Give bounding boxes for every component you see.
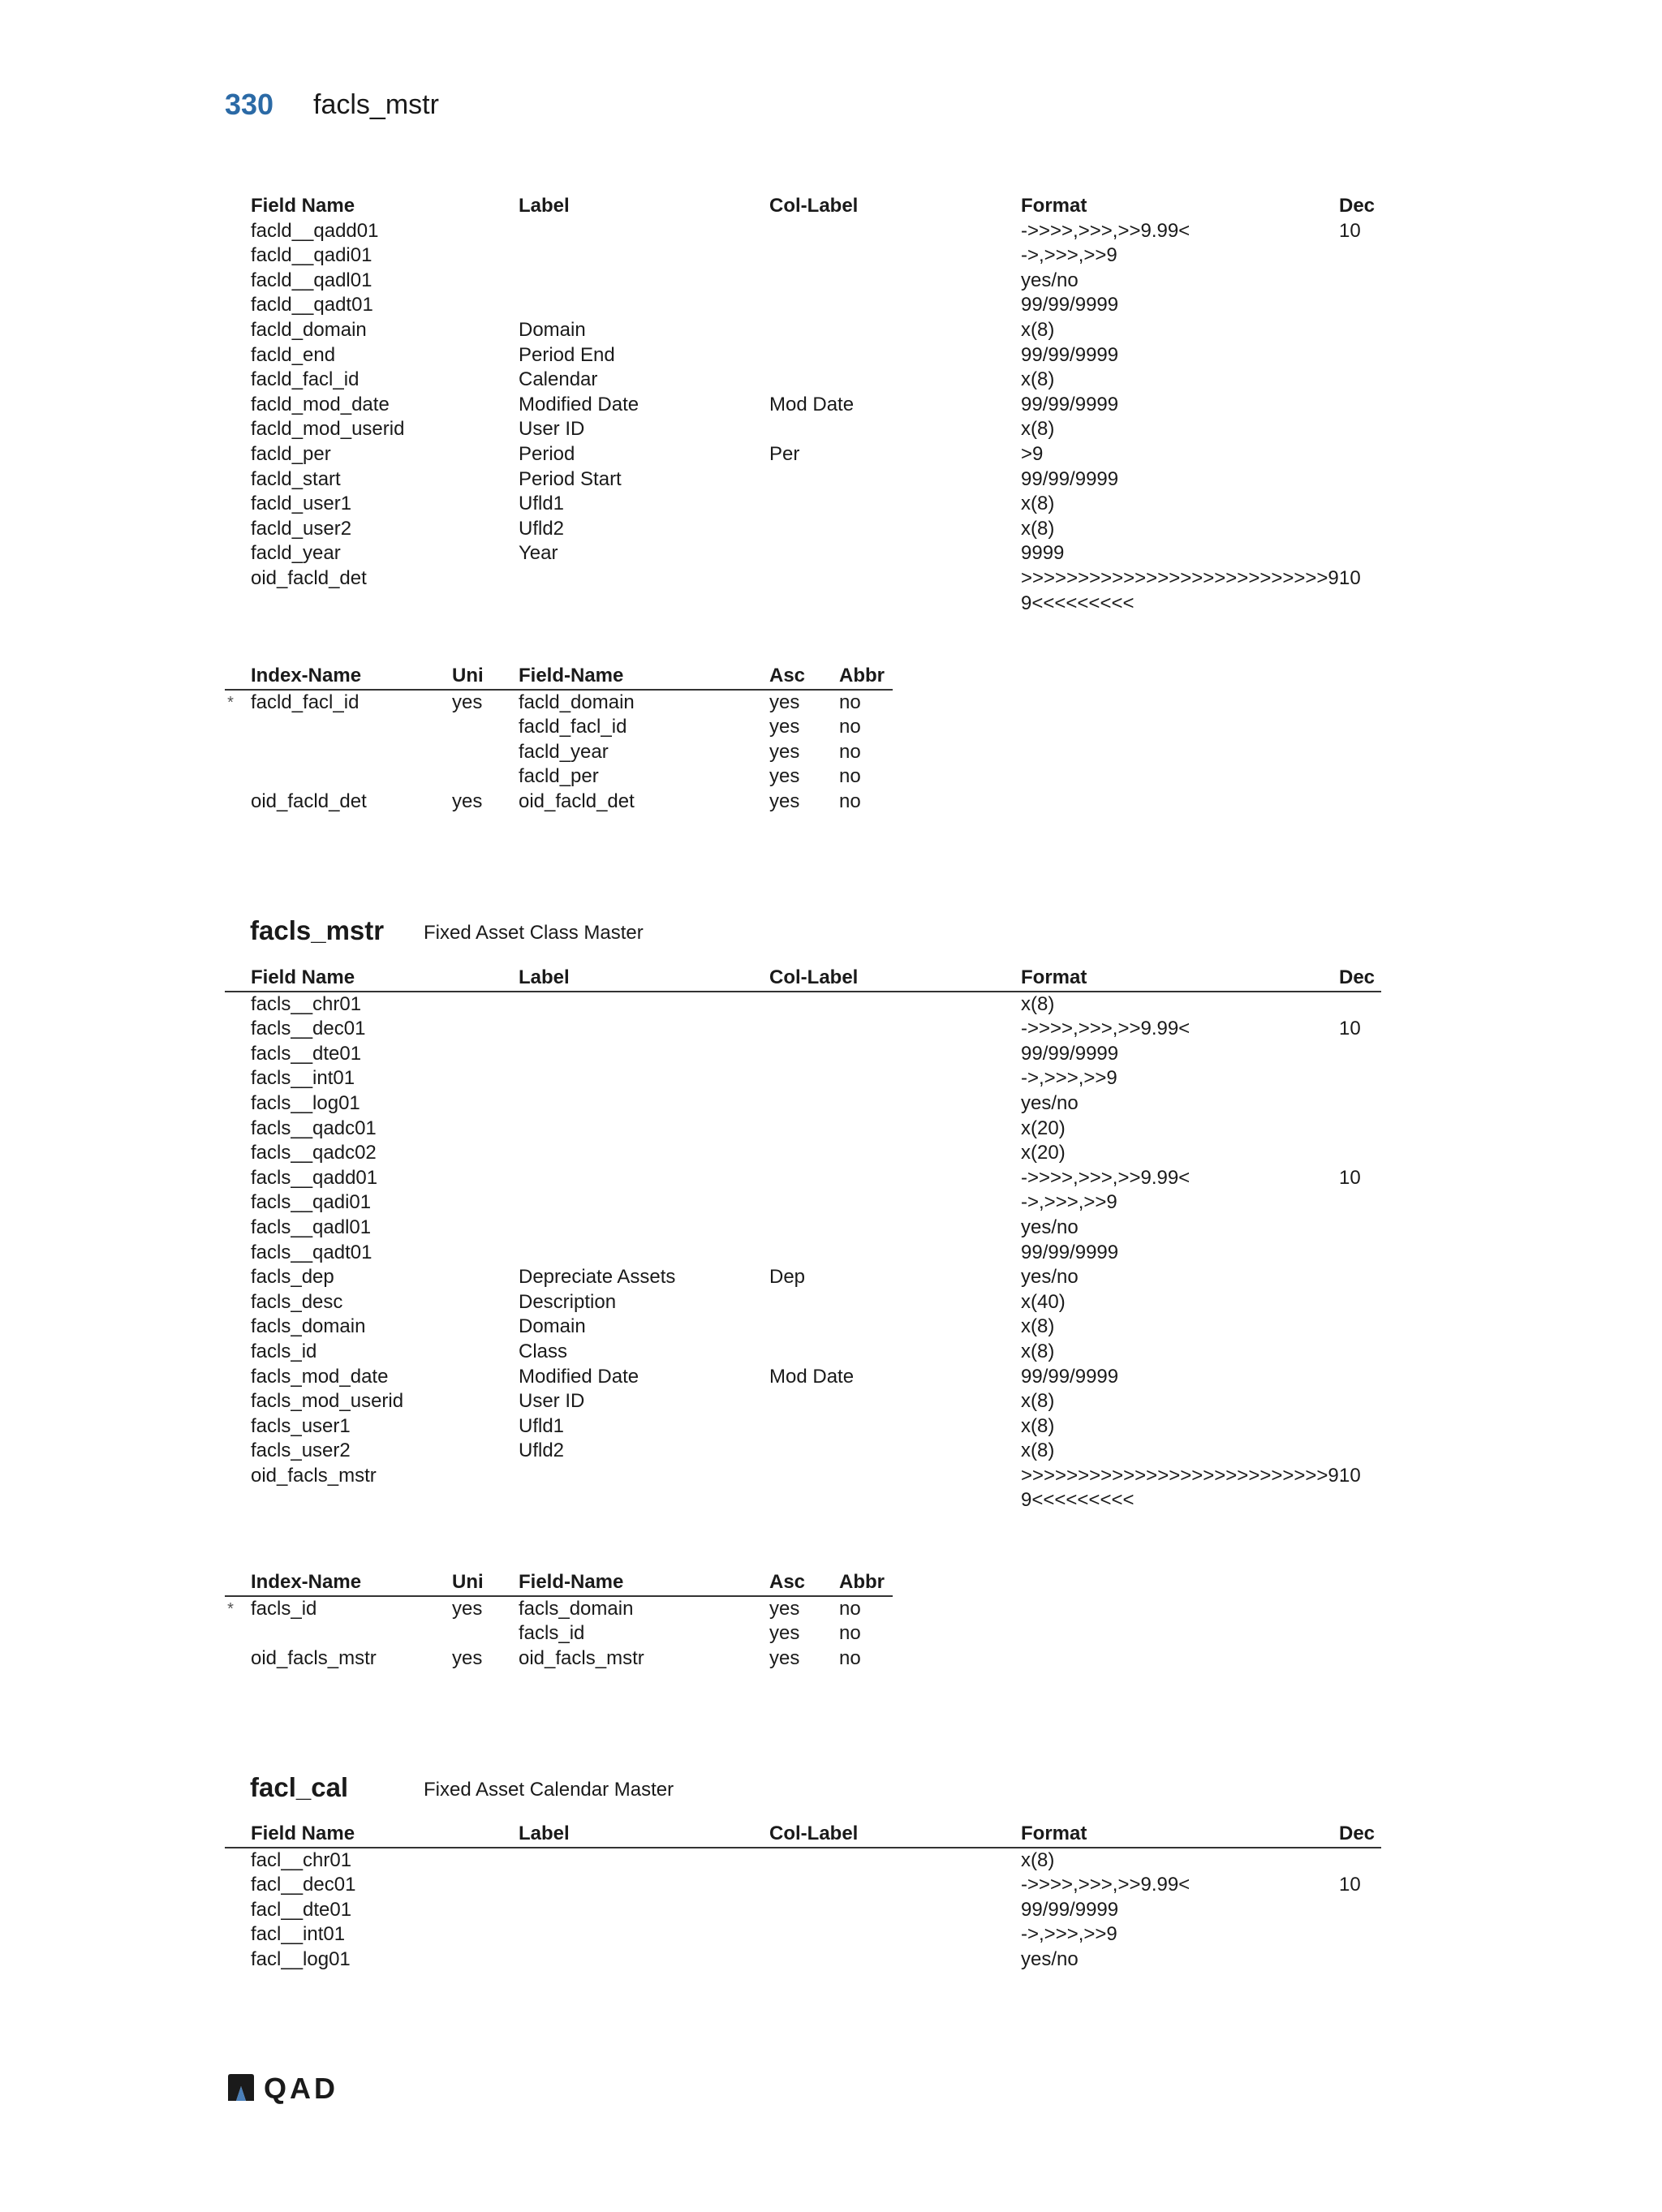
dec-header: Dec: [1339, 966, 1376, 988]
logo-text: QAD: [264, 2072, 338, 2105]
field-label: Ufld2: [519, 517, 565, 540]
index-row: [225, 715, 893, 740]
field-format: >9: [1021, 442, 1044, 465]
field-label: Period: [519, 442, 575, 465]
field-row: [225, 1947, 1381, 1973]
field-format: x(20): [1021, 1142, 1066, 1164]
field-table-header: [225, 1822, 1381, 1848]
index-ascending: yes: [769, 790, 800, 812]
field-format: ->>>>,>>>,>>9.99<: [1021, 1166, 1191, 1189]
field-row: [225, 219, 1381, 244]
field-format: 99/99/9999: [1021, 343, 1119, 366]
index-row: [225, 1621, 893, 1646]
field-name: facld_facl_id: [251, 368, 360, 391]
index-row: [225, 790, 893, 815]
field-name: oid_facls_mstr: [251, 1464, 377, 1487]
index-abbreviated: no: [839, 1622, 861, 1645]
field-name: facls_mod_userid: [251, 1390, 404, 1413]
index-ascending: yes: [769, 1597, 800, 1620]
field-format: x(8): [1021, 493, 1055, 515]
field-name: facld__qadl01: [251, 269, 372, 291]
field-row: [225, 1848, 1381, 1874]
field-format: x(8): [1021, 1440, 1055, 1462]
field-row: [225, 1265, 1381, 1290]
field-format: yes/no: [1021, 1091, 1079, 1114]
index-name-header: Index-Name: [251, 1571, 362, 1593]
field-row: [225, 1017, 1381, 1042]
format-header: Format: [1021, 195, 1087, 217]
index-field-name: facld_facl_id: [519, 716, 627, 738]
index-table-header: [225, 1570, 893, 1597]
field-name: facl__chr01: [251, 1848, 352, 1871]
format-header: Format: [1021, 1823, 1087, 1844]
field-name: facls_mod_date: [251, 1365, 389, 1388]
index-unique: yes: [452, 790, 483, 812]
abbr-header: Abbr: [839, 665, 885, 686]
index-abbreviated: no: [839, 691, 861, 713]
index-field-name: facls_id: [519, 1622, 585, 1645]
index-row: [225, 764, 893, 790]
facl-field-table: [225, 1822, 1381, 1973]
field-decimals: 10: [1339, 1018, 1361, 1040]
index-row: [225, 691, 893, 716]
field-name: facls__qadd01: [251, 1166, 378, 1189]
field-format: 99/99/9999: [1021, 393, 1119, 415]
field-format: x(8): [1021, 517, 1055, 540]
index-unique: yes: [452, 691, 483, 713]
field-row: [225, 243, 1381, 269]
field-name: facld_per: [251, 442, 331, 465]
dec-header: Dec: [1339, 1823, 1376, 1844]
field-name: facls__dec01: [251, 1018, 366, 1040]
field-format: >>>>>>>>>>>>>>>>>>>>>>>>>>>9.9<<<<<<<<<: [1021, 1464, 1345, 1512]
field-name-index-header: Field-Name: [519, 1571, 624, 1593]
table-description: Fixed Asset Calendar Master: [424, 1779, 674, 1801]
uni-header: Uni: [452, 665, 484, 686]
field-name: facl__int01: [251, 1923, 346, 1946]
field-name: facls__qadc02: [251, 1142, 377, 1164]
field-col-label: Per: [769, 442, 800, 465]
field-row: [225, 1117, 1381, 1142]
page-number: 330: [225, 88, 274, 121]
field-format: yes/no: [1021, 1266, 1079, 1289]
field-format: 99/99/9999: [1021, 467, 1119, 490]
field-row: [225, 1389, 1381, 1414]
field-row: [225, 1141, 1381, 1166]
field-label: Domain: [519, 318, 586, 341]
index-field-name: oid_facls_mstr: [519, 1646, 644, 1669]
field-name-header: Field Name: [251, 195, 355, 217]
facld-index-table: [225, 664, 893, 815]
field-name-header: Field Name: [251, 1823, 355, 1844]
index-ascending: yes: [769, 1622, 800, 1645]
field-format: x(8): [1021, 368, 1055, 391]
field-label: Modified Date: [519, 1365, 639, 1388]
field-table-header: [225, 194, 1381, 219]
field-format: ->,>>>,>>9: [1021, 1067, 1117, 1090]
field-decimals: 10: [1339, 219, 1361, 242]
asc-header: Asc: [769, 665, 806, 686]
index-name: facld_facl_id: [251, 691, 360, 713]
field-format: ->,>>>,>>9: [1021, 244, 1117, 267]
qad-logo-icon: [225, 2072, 257, 2104]
field-row: [225, 1091, 1381, 1117]
field-name: facls__qadc01: [251, 1117, 377, 1139]
field-format: ->,>>>,>>9: [1021, 1191, 1117, 1214]
field-format: ->>>>,>>>,>>9.99<: [1021, 1874, 1191, 1896]
field-row: [225, 492, 1381, 517]
index-abbreviated: no: [839, 716, 861, 738]
index-row: [225, 1597, 893, 1622]
field-row: [225, 1216, 1381, 1241]
field-name-header: Field Name: [251, 966, 355, 988]
field-decimals: 10: [1339, 1464, 1361, 1487]
field-name: facls__qadt01: [251, 1241, 372, 1263]
index-field-name: facld_year: [519, 740, 609, 763]
field-name: facld_end: [251, 343, 336, 366]
field-row: [225, 992, 1381, 1018]
field-label: Period End: [519, 343, 615, 366]
col-label-header: Col-Label: [769, 1823, 859, 1844]
index-abbreviated: no: [839, 1597, 861, 1620]
field-label: Year: [519, 542, 558, 565]
field-row: [225, 566, 1381, 616]
field-format: x(8): [1021, 1315, 1055, 1338]
field-row: [225, 1315, 1381, 1340]
field-name: facld_domain: [251, 318, 367, 341]
field-format: x(8): [1021, 318, 1055, 341]
field-name: facls__int01: [251, 1067, 355, 1090]
field-row: [225, 1290, 1381, 1315]
field-format: yes/no: [1021, 1947, 1079, 1970]
field-format: x(8): [1021, 418, 1055, 441]
index-ascending: yes: [769, 740, 800, 763]
field-name: facls_user2: [251, 1440, 351, 1462]
field-name: facls__qadl01: [251, 1216, 372, 1238]
index-name: facls_id: [251, 1597, 317, 1620]
facls-field-table: [225, 966, 1381, 1513]
field-row: [225, 1922, 1381, 1947]
field-row: [225, 1241, 1381, 1266]
table-name: facl_cal: [250, 1772, 349, 1802]
field-name: facld_user1: [251, 493, 352, 515]
index-ascending: yes: [769, 1646, 800, 1669]
index-abbreviated: no: [839, 765, 861, 788]
table-name: facls_mstr: [250, 915, 385, 945]
field-label: User ID: [519, 418, 585, 441]
field-row: [225, 1042, 1381, 1067]
label-header: Label: [519, 1823, 570, 1844]
field-row: [225, 517, 1381, 542]
field-col-label: Mod Date: [769, 1365, 855, 1388]
primary-index-marker: *: [227, 1599, 234, 1618]
field-row: [225, 393, 1381, 418]
uni-header: Uni: [452, 1571, 484, 1593]
field-table-body: [225, 219, 1381, 616]
field-row: [225, 467, 1381, 493]
format-header: Format: [1021, 966, 1087, 988]
index-field-name: facls_domain: [519, 1597, 634, 1620]
field-format: 99/99/9999: [1021, 1365, 1119, 1388]
field-name: facld_user2: [251, 517, 352, 540]
index-ascending: yes: [769, 691, 800, 713]
field-format: 9999: [1021, 542, 1065, 565]
field-name: facld__qadt01: [251, 294, 373, 316]
index-name: oid_facls_mstr: [251, 1646, 377, 1669]
field-col-label: Dep: [769, 1266, 806, 1289]
field-row: [225, 293, 1381, 318]
field-format: x(8): [1021, 1340, 1055, 1362]
field-label: Ufld1: [519, 1414, 565, 1437]
field-format: yes/no: [1021, 269, 1079, 291]
index-row: [225, 1646, 893, 1672]
field-name: oid_facld_det: [251, 566, 367, 589]
field-label: Period Start: [519, 467, 622, 490]
field-name: facls_dep: [251, 1266, 334, 1289]
field-format: 99/99/9999: [1021, 1241, 1119, 1263]
field-name: facl__log01: [251, 1947, 351, 1970]
label-header: Label: [519, 195, 570, 217]
field-decimals: 10: [1339, 1166, 1361, 1189]
field-row: [225, 1066, 1381, 1091]
field-row: [225, 318, 1381, 343]
field-name: facld_start: [251, 467, 341, 490]
index-abbreviated: no: [839, 790, 861, 812]
field-row: [225, 1166, 1381, 1191]
primary-index-marker: *: [227, 693, 234, 712]
dec-header: Dec: [1339, 195, 1376, 217]
page-title: facls_mstr: [313, 89, 439, 120]
field-row: [225, 1464, 1381, 1513]
field-format: yes/no: [1021, 1216, 1079, 1238]
field-format: x(8): [1021, 1848, 1055, 1871]
field-row: [225, 1439, 1381, 1464]
field-table-body: [225, 992, 1381, 1513]
field-format: x(20): [1021, 1117, 1066, 1139]
index-table-body: [225, 1597, 893, 1672]
field-row: [225, 1190, 1381, 1216]
field-row: [225, 343, 1381, 368]
field-row: [225, 541, 1381, 566]
field-row: [225, 269, 1381, 294]
index-field-name: facld_per: [519, 765, 599, 788]
abbr-header: Abbr: [839, 1571, 885, 1593]
field-format: ->,>>>,>>9: [1021, 1923, 1117, 1946]
field-label: Ufld2: [519, 1440, 565, 1462]
field-label: Ufld1: [519, 493, 565, 515]
field-label: Modified Date: [519, 393, 639, 415]
field-decimals: 10: [1339, 1874, 1361, 1896]
index-field-name: facld_domain: [519, 691, 635, 713]
field-name: facls_id: [251, 1340, 317, 1362]
field-label: User ID: [519, 1390, 585, 1413]
field-name: facld_mod_date: [251, 393, 390, 415]
field-row: [225, 442, 1381, 467]
field-name: facls_user1: [251, 1414, 351, 1437]
table-description: Fixed Asset Class Master: [424, 922, 644, 944]
field-format: 99/99/9999: [1021, 294, 1119, 316]
field-table-body: [225, 1848, 1381, 1973]
index-name: oid_facld_det: [251, 790, 367, 812]
field-format: >>>>>>>>>>>>>>>>>>>>>>>>>>>9.9<<<<<<<<<: [1021, 566, 1345, 614]
field-col-label: Mod Date: [769, 393, 855, 415]
field-label: Class: [519, 1340, 568, 1362]
field-format: x(8): [1021, 1390, 1055, 1413]
index-table-header: [225, 664, 893, 691]
index-name-header: Index-Name: [251, 665, 362, 686]
field-name: facls__dte01: [251, 1042, 362, 1065]
index-field-name: oid_facld_det: [519, 790, 635, 812]
field-name: facls__chr01: [251, 992, 362, 1015]
field-name: facls_desc: [251, 1290, 343, 1313]
field-row: [225, 368, 1381, 393]
field-row: [225, 1898, 1381, 1923]
index-unique: yes: [452, 1597, 483, 1620]
index-table-body: [225, 691, 893, 815]
field-format: ->>>>,>>>,>>9.99<: [1021, 1018, 1191, 1040]
field-name: facls__log01: [251, 1091, 360, 1114]
field-row: [225, 1340, 1381, 1365]
field-format: x(8): [1021, 992, 1055, 1015]
field-row: [225, 1414, 1381, 1440]
asc-header: Asc: [769, 1571, 806, 1593]
field-row: [225, 417, 1381, 442]
field-label: Depreciate Assets: [519, 1266, 676, 1289]
index-row: [225, 740, 893, 765]
field-label: Calendar: [519, 368, 598, 391]
index-abbreviated: no: [839, 740, 861, 763]
field-name: facld__qadi01: [251, 244, 372, 267]
field-label: Domain: [519, 1315, 586, 1338]
index-abbreviated: no: [839, 1646, 861, 1669]
field-name: facl__dec01: [251, 1874, 356, 1896]
field-name: facld_mod_userid: [251, 418, 405, 441]
field-format: ->>>>,>>>,>>9.99<: [1021, 219, 1191, 242]
facls-index-table: [225, 1570, 893, 1671]
field-table-header: [225, 966, 1381, 992]
col-label-header: Col-Label: [769, 195, 859, 217]
field-format: x(8): [1021, 1414, 1055, 1437]
field-name: facld__qadd01: [251, 219, 379, 242]
index-ascending: yes: [769, 765, 800, 788]
field-label: Description: [519, 1290, 617, 1313]
field-name-index-header: Field-Name: [519, 665, 624, 686]
label-header: Label: [519, 966, 570, 988]
field-name: facl__dte01: [251, 1898, 352, 1921]
index-ascending: yes: [769, 716, 800, 738]
field-decimals: 10: [1339, 566, 1361, 589]
col-label-header: Col-Label: [769, 966, 859, 988]
field-name: facls__qadi01: [251, 1191, 372, 1214]
index-unique: yes: [452, 1646, 483, 1669]
field-name: facld_year: [251, 542, 341, 565]
field-name: facls_domain: [251, 1315, 366, 1338]
field-format: 99/99/9999: [1021, 1898, 1119, 1921]
facld-field-table: [225, 194, 1381, 616]
field-row: [225, 1873, 1381, 1898]
field-format: 99/99/9999: [1021, 1042, 1119, 1065]
field-format: x(40): [1021, 1290, 1066, 1313]
field-row: [225, 1365, 1381, 1390]
